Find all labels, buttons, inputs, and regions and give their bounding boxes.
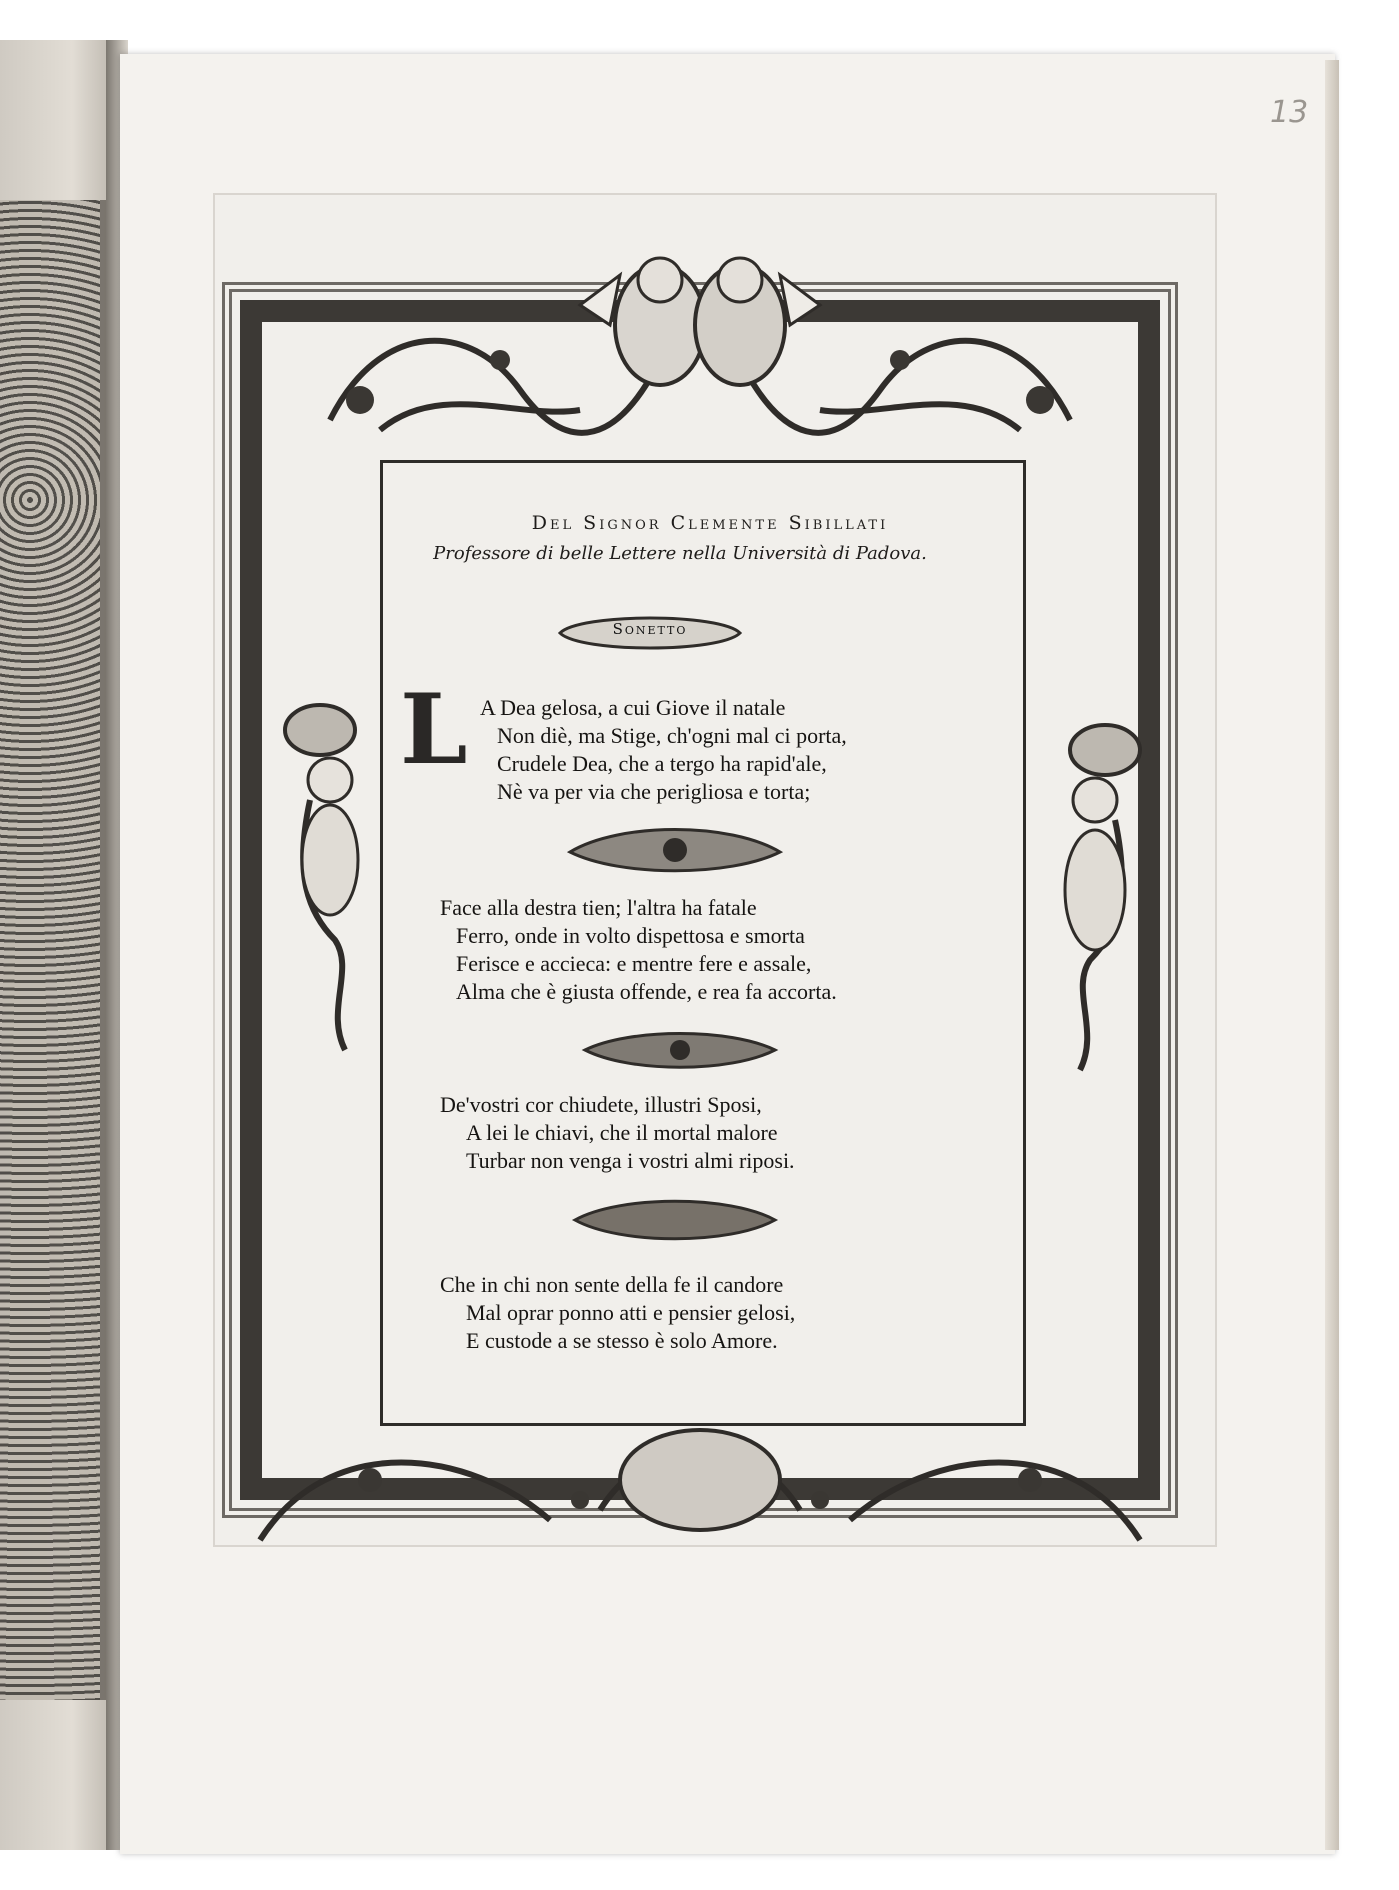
floral-fleuron: [560, 822, 790, 877]
drop-cap: L: [400, 673, 468, 786]
author-subheading: Professore di belle Lettere nella Università di Padova.: [433, 543, 927, 564]
verse-line: Crudele Dea, che a tergo ha rapid'ale,: [497, 751, 827, 776]
verse-line: E custode a se stesso è solo Amore.: [466, 1328, 778, 1353]
flower-garland-fleuron: [580, 1028, 780, 1073]
verse-line: Che in chi non sente della fe il candore: [440, 1272, 784, 1297]
cherubs-cartouche: [560, 245, 840, 395]
verse-line: Non diè, ma Stige, ch'ogni mal ci porta,: [497, 723, 847, 748]
verse-line: Mal oprar ponno atti e pensier gelosi,: [466, 1300, 796, 1325]
verse-line: A Dea gelosa, a cui Giove il natale: [480, 695, 786, 720]
mermaid-figure-left: [265, 700, 395, 1060]
verse-line: Ferisce e accieca: e mentre fere e assale,: [456, 951, 812, 976]
author-heading: Del Signor Clemente Sibillati: [531, 512, 889, 534]
verse-line: Alma che è giusta offende, e rea fa accorta.: [456, 979, 837, 1004]
rococo-scroll-bottom: [250, 1390, 1150, 1560]
verse-line: Turbar non venga i vostri almi riposi.: [466, 1148, 795, 1173]
mermaid-figure-right: [1030, 720, 1160, 1080]
verse-line: De'vostri cor chiudete, illustri Sposi,: [440, 1092, 762, 1117]
verse-line: A lei le chiavi, che il mortal malore: [466, 1120, 778, 1145]
folio-number: 13: [1270, 95, 1309, 130]
page-edge: [1325, 60, 1339, 1850]
verse-line: Face alla destra tien; l'altra ha fatale: [440, 895, 757, 920]
verse-line: Nè va per via che perigliosa e torta;: [497, 779, 811, 804]
fruit-basket-fleuron: [570, 1195, 780, 1245]
facing-page-engraving: [0, 200, 106, 1700]
verse-line: Ferro, onde in volto dispettosa e smorta: [456, 923, 805, 948]
sonetto-label: Sonetto: [612, 620, 688, 638]
